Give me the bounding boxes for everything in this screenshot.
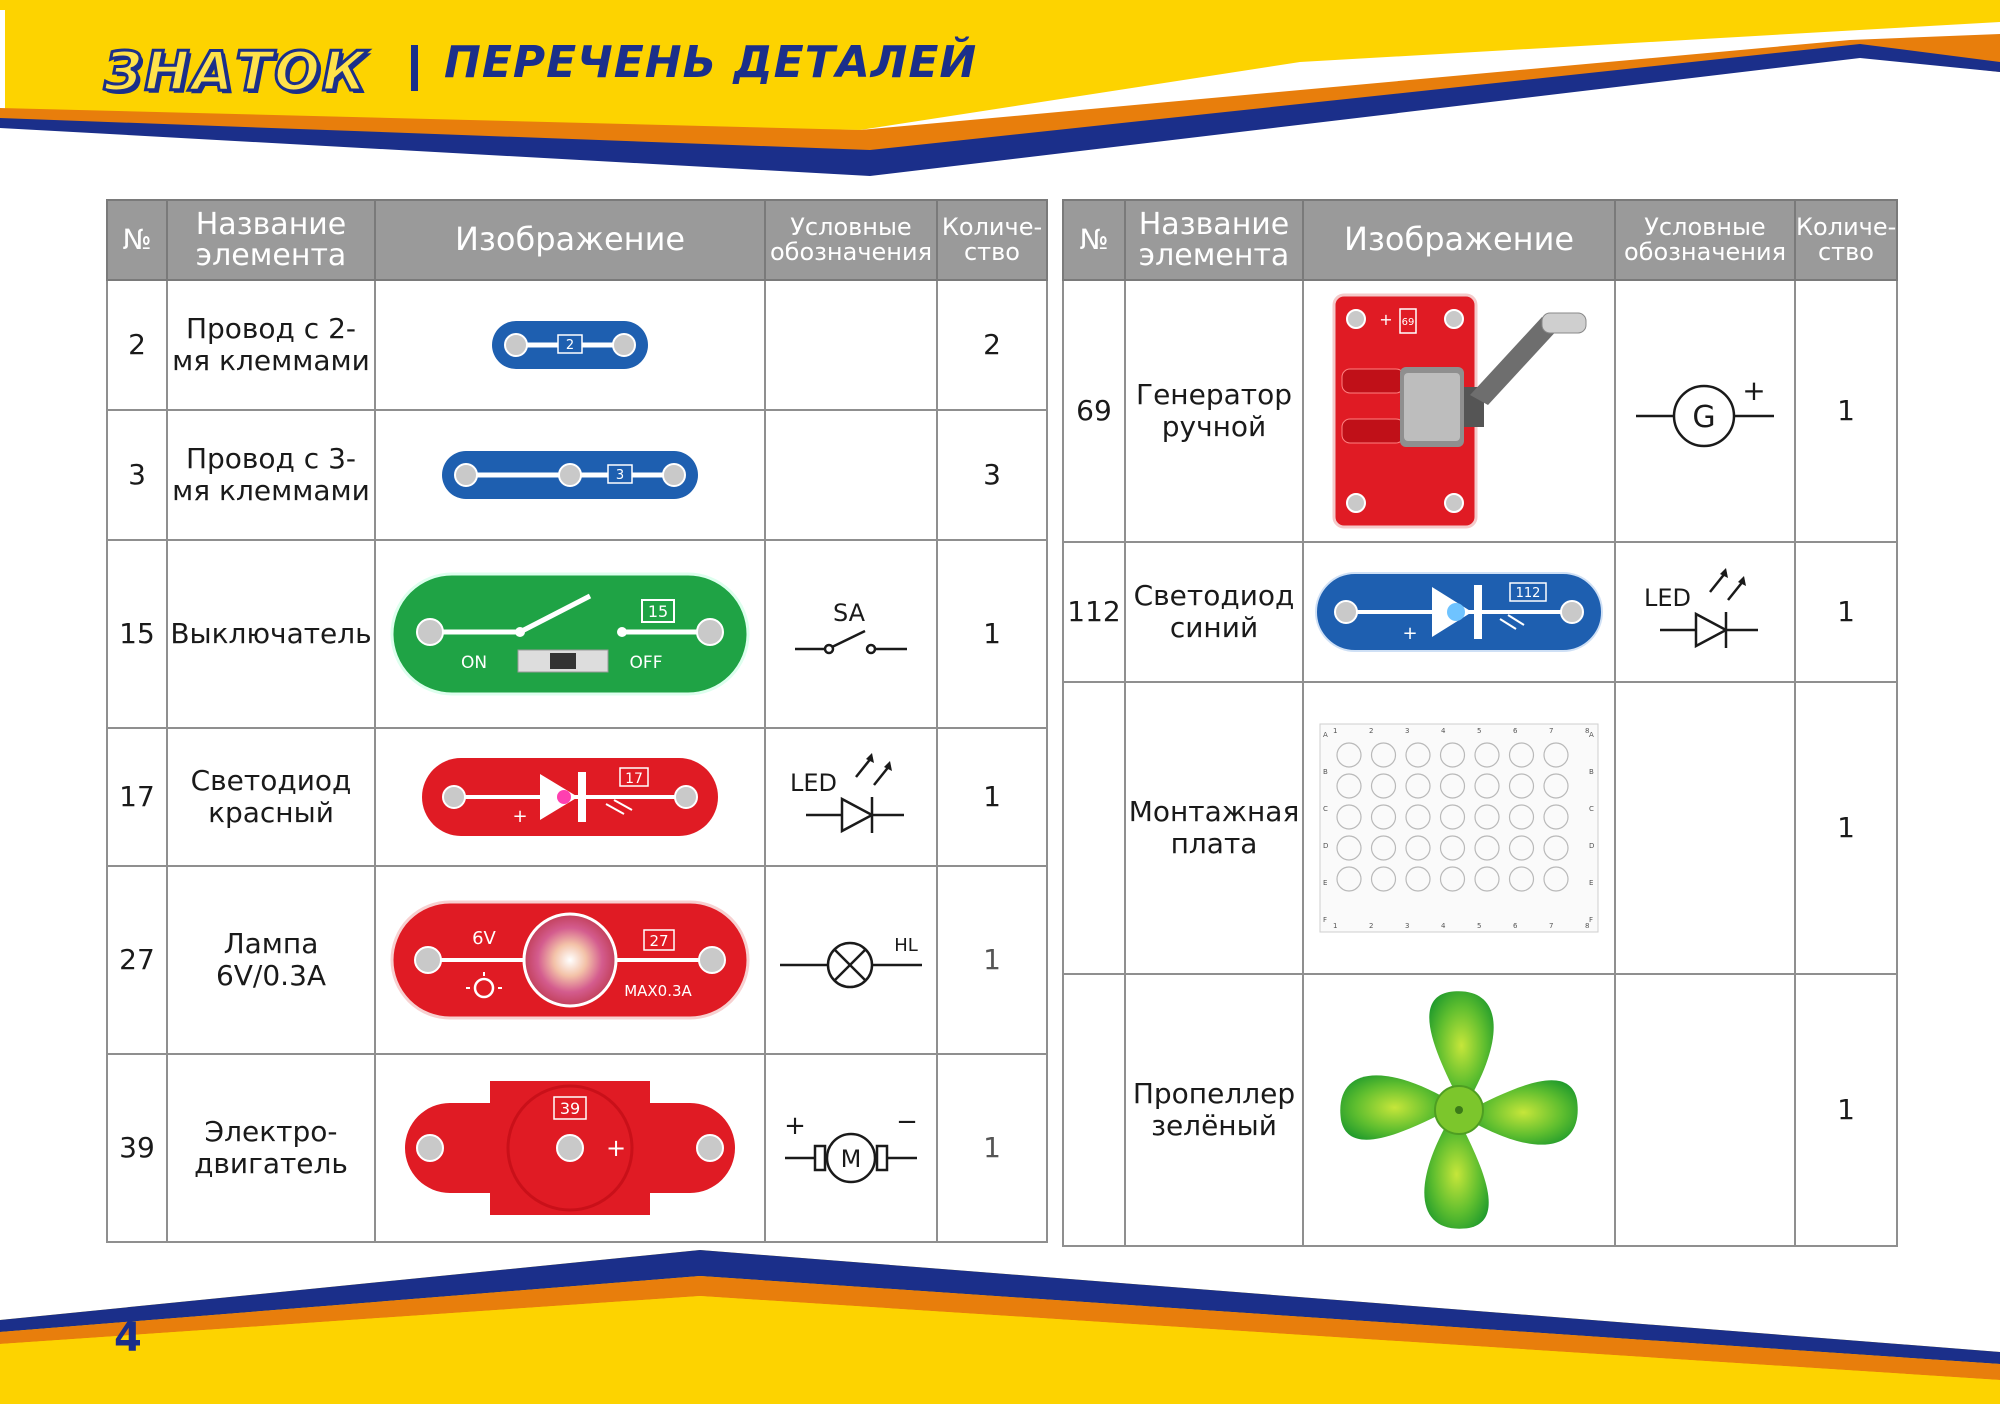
part-number: 17 [107, 728, 167, 866]
parts-table-left [106, 199, 1048, 1243]
part-number: 27 [107, 866, 167, 1054]
lamp-volt-label: 6V [472, 928, 496, 949]
part-name: Монтажная плата [1125, 682, 1303, 974]
part-image [1303, 542, 1615, 682]
part-symbol [765, 728, 937, 866]
page-title: ПЕРЕЧЕНЬ ДЕТАЛЕЙ [444, 37, 978, 88]
led-red-image [420, 756, 720, 838]
board-col-label: 2 [1369, 727, 1374, 735]
switch-on-label: ON [460, 653, 488, 673]
led-blue-image [1314, 571, 1604, 653]
symbol-label: G [1692, 400, 1716, 435]
part-label: 3 [615, 468, 625, 483]
board-row-label: E [1323, 879, 1328, 887]
board-row-label: D [1589, 842, 1595, 850]
part-number: 2 [107, 280, 167, 410]
board-col-label: 6 [1513, 922, 1518, 930]
board-col-label: 5 [1477, 922, 1482, 930]
board-row-label: F [1323, 916, 1328, 924]
motor-image [390, 1073, 750, 1223]
part-qty: 1 [937, 866, 1047, 1054]
symbol-label: LED [790, 769, 838, 797]
part-image [375, 410, 765, 540]
part-qty: 1 [937, 728, 1047, 866]
part-name: Генератор ручной [1125, 280, 1303, 542]
part-image [375, 866, 765, 1054]
generator-image [1314, 291, 1604, 531]
table-row [1063, 974, 1897, 1246]
table-row [1063, 542, 1897, 682]
parts-table-right [1062, 199, 1898, 1247]
part-number [1063, 682, 1125, 974]
part-qty: 1 [1795, 974, 1897, 1246]
col-header-image: Изображение [1303, 200, 1615, 280]
part-label: 69 [1401, 317, 1415, 328]
wire-3-image [440, 449, 700, 501]
part-symbol [765, 540, 937, 728]
part-symbol [765, 280, 937, 410]
table-row [1063, 280, 1897, 542]
board-col-label: 4 [1441, 922, 1446, 930]
symbol-plus: + [784, 1111, 806, 1141]
board-row-label: E [1589, 879, 1594, 887]
led-symbol-icon [1640, 562, 1770, 662]
part-symbol [1615, 974, 1795, 1246]
part-image [375, 280, 765, 410]
part-plus: + [1379, 310, 1393, 329]
part-label: 27 [649, 932, 669, 950]
table-row [1063, 682, 1897, 974]
board-col-label: 6 [1513, 727, 1518, 735]
part-image [1303, 280, 1615, 542]
part-label: 112 [1515, 586, 1541, 601]
board-row-label: A [1589, 731, 1594, 739]
board-col-label: 5 [1477, 727, 1482, 735]
board-col-label: 8 [1585, 922, 1590, 930]
col-header-name: Название элемента [167, 200, 375, 280]
part-qty: 1 [937, 1054, 1047, 1242]
table-row [107, 280, 1047, 410]
board-row-label: B [1323, 768, 1328, 776]
part-image [1303, 682, 1615, 974]
symbol-plus: + [1742, 374, 1766, 407]
symbol-label: SA [832, 599, 866, 627]
part-qty: 1 [1795, 280, 1897, 542]
col-header-num: № [107, 200, 167, 280]
table-header-row [1063, 200, 1897, 280]
part-name: Лампа 6V/0.3A [167, 866, 375, 1054]
lamp-image [390, 900, 750, 1020]
col-header-num: № [1063, 200, 1125, 280]
brand-logo: ЗНАТОК [104, 40, 369, 103]
part-name: Пропеллер зелёный [1125, 974, 1303, 1246]
part-number [1063, 974, 1125, 1246]
part-plus: + [1402, 623, 1418, 644]
table-row [107, 1054, 1047, 1242]
part-number: 15 [107, 540, 167, 728]
part-name: Провод с 2-мя клеммами [167, 280, 375, 410]
part-number: 69 [1063, 280, 1125, 542]
part-number: 3 [107, 410, 167, 540]
symbol-label: LED [1644, 584, 1692, 612]
board-col-label: 7 [1549, 727, 1554, 735]
symbol-label: HL [894, 935, 918, 956]
board-col-label: 7 [1549, 922, 1554, 930]
motor-symbol-icon [781, 1108, 921, 1188]
board-row-label: D [1323, 842, 1329, 850]
part-label: 39 [559, 1099, 581, 1118]
generator-symbol-icon [1630, 366, 1780, 456]
board-col-label: 1 [1333, 922, 1338, 930]
part-label: 17 [625, 771, 643, 787]
part-name: Выключатель [167, 540, 375, 728]
board-row-label: F [1589, 916, 1594, 924]
part-image [375, 1054, 765, 1242]
led-symbol-icon [786, 747, 916, 847]
switch-image [390, 572, 750, 696]
board-row-label: A [1323, 731, 1328, 739]
part-qty: 1 [937, 540, 1047, 728]
col-header-name: Название элемента [1125, 200, 1303, 280]
part-image [375, 540, 765, 728]
col-header-image: Изображение [375, 200, 765, 280]
col-header-symbol: Условные обозначения [1615, 200, 1795, 280]
board-row-label: C [1323, 805, 1328, 813]
switch-symbol-icon [791, 599, 911, 669]
breadboard-image [1319, 723, 1599, 933]
board-col-label: 2 [1369, 922, 1374, 930]
table-row [107, 728, 1047, 866]
table-row [107, 410, 1047, 540]
switch-off-label: OFF [629, 653, 663, 673]
lamp-symbol-icon [776, 925, 926, 995]
part-symbol [765, 866, 937, 1054]
part-plus: + [605, 1134, 627, 1162]
part-image [375, 728, 765, 866]
part-symbol [765, 1054, 937, 1242]
table-row [107, 540, 1047, 728]
col-header-symbol: Условные обозначения [765, 200, 937, 280]
part-name: Электро-двигатель [167, 1054, 375, 1242]
title-separator [411, 45, 418, 91]
part-qty: 1 [1795, 682, 1897, 974]
lamp-max-label: MAX0.3A [624, 982, 692, 1000]
bottom-banner [0, 1240, 2000, 1404]
col-header-qty: Количе-ство [1795, 200, 1897, 280]
board-col-label: 8 [1585, 727, 1590, 735]
part-qty: 1 [1795, 542, 1897, 682]
part-symbol [1615, 682, 1795, 974]
symbol-minus: − [896, 1108, 918, 1137]
part-number: 112 [1063, 542, 1125, 682]
part-symbol [765, 410, 937, 540]
board-col-label: 3 [1405, 727, 1410, 735]
board-col-label: 1 [1333, 727, 1338, 735]
wire-2-image [490, 319, 650, 371]
part-plus: + [512, 806, 528, 827]
part-symbol [1615, 280, 1795, 542]
part-label: 2 [565, 338, 575, 353]
page-number: 4 [114, 1315, 142, 1361]
part-image [1303, 974, 1615, 1246]
part-number: 39 [107, 1054, 167, 1242]
part-label: 15 [647, 602, 669, 621]
symbol-label: M [840, 1145, 862, 1173]
part-name: Провод с 3-мя клеммами [167, 410, 375, 540]
board-row-label: B [1589, 768, 1594, 776]
part-symbol [1615, 542, 1795, 682]
part-name: Светодиод красный [167, 728, 375, 866]
part-name: Светодиод синий [1125, 542, 1303, 682]
part-qty: 2 [937, 280, 1047, 410]
propeller-image [1329, 985, 1589, 1235]
board-row-label: C [1589, 805, 1594, 813]
col-header-qty: Количе-ство [937, 200, 1047, 280]
table-row [107, 866, 1047, 1054]
part-qty: 3 [937, 410, 1047, 540]
board-col-label: 4 [1441, 727, 1446, 735]
table-header-row [107, 200, 1047, 280]
board-col-label: 3 [1405, 922, 1410, 930]
